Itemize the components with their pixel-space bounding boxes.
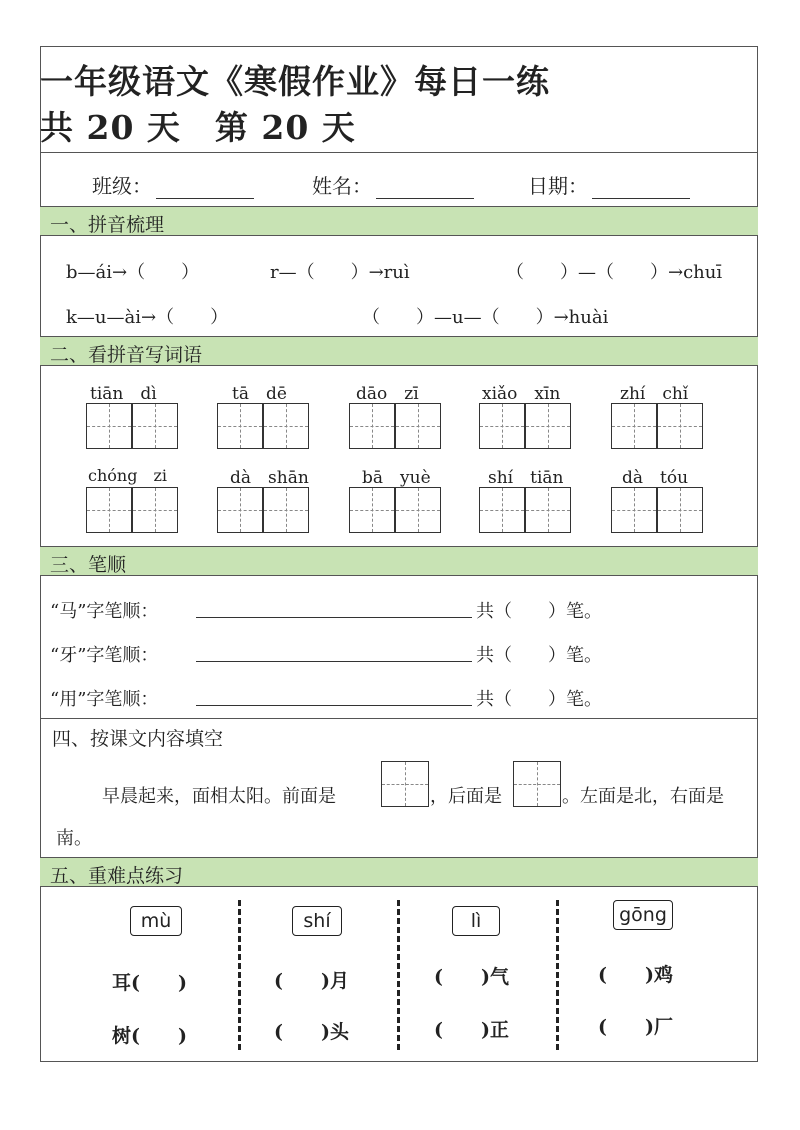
name-label: 姓名： xyxy=(312,174,372,198)
pinyin-box: lì xyxy=(452,906,500,936)
word-pinyin: zhí chǐ xyxy=(620,384,689,404)
practice-item: ( )月 xyxy=(274,970,349,992)
date-field[interactable] xyxy=(528,170,690,199)
pinyin-row2-a: k—u—ài→（ ） xyxy=(66,307,229,328)
writing-grid[interactable] xyxy=(86,403,180,449)
page-subtitle: 共 20 天 第 20 天 xyxy=(40,108,356,147)
stroke-answer-line[interactable] xyxy=(196,661,472,662)
section-3-header xyxy=(40,546,758,576)
column-divider xyxy=(238,900,241,1050)
stroke-count: 共（ ）笔。 xyxy=(476,689,602,710)
section-4-divider xyxy=(40,718,758,719)
word-pinyin: bā yuè xyxy=(362,468,431,488)
stroke-label: “马”字笔顺： xyxy=(50,601,159,622)
page-title: 一年级语文《寒假作业》每日一练 xyxy=(40,62,550,101)
word-pinyin: tā dē xyxy=(232,384,287,404)
date-label: 日期： xyxy=(528,174,588,198)
word-pinyin: dà shān xyxy=(230,468,309,488)
writing-grid[interactable] xyxy=(349,487,443,533)
fill-box-back[interactable] xyxy=(513,761,561,807)
writing-grid[interactable] xyxy=(217,403,311,449)
stroke-answer-line[interactable] xyxy=(196,705,472,706)
practice-item: ( )正 xyxy=(434,1019,509,1041)
date-blank[interactable] xyxy=(592,180,690,199)
fill-text-part3: 。左面是北，右面是 xyxy=(562,786,724,807)
stroke-answer-line[interactable] xyxy=(196,617,472,618)
fill-box-front[interactable] xyxy=(381,761,429,807)
section-2-header xyxy=(40,336,758,366)
pinyin-box: gōng xyxy=(613,900,673,930)
section-4-title: 四、按课文内容填空 xyxy=(52,728,224,750)
stroke-label: “牙”字笔顺： xyxy=(50,645,159,666)
info-row xyxy=(40,152,758,206)
fill-text-part2: ，后面是 xyxy=(430,786,502,807)
name-field[interactable] xyxy=(312,170,474,199)
class-field[interactable] xyxy=(92,170,254,199)
practice-item: ( )头 xyxy=(274,1021,349,1043)
pinyin-row1-a: b—ái→（ ） xyxy=(66,262,200,283)
writing-grid[interactable] xyxy=(86,487,180,533)
section-5-title: 五、重难点练习 xyxy=(50,865,184,887)
fill-text-part4: 南。 xyxy=(56,828,92,849)
practice-item: ( )气 xyxy=(434,966,509,988)
pinyin-row1-c: （ ）—（ ）→chuī xyxy=(506,262,723,283)
fill-text-part1: 早晨起来，面相太阳。前面是 xyxy=(102,786,336,807)
section-3-title: 三、笔顺 xyxy=(50,554,127,576)
section-1-title: 一、拼音梳理 xyxy=(50,214,165,236)
column-divider xyxy=(556,900,559,1050)
title-block xyxy=(40,46,758,153)
stroke-count: 共（ ）笔。 xyxy=(476,645,602,666)
pinyin-box: shí xyxy=(292,906,342,936)
writing-grid[interactable] xyxy=(349,403,443,449)
practice-item: ( )厂 xyxy=(598,1016,673,1038)
writing-grid[interactable] xyxy=(611,403,705,449)
pinyin-box: mù xyxy=(130,906,182,936)
class-label: 班级： xyxy=(92,174,152,198)
stroke-count: 共（ ）笔。 xyxy=(476,601,602,622)
pinyin-row2-b: （ ）—u—（ ）→huài xyxy=(362,307,609,328)
section-1-header xyxy=(40,206,758,236)
word-pinyin: chóng zi xyxy=(88,466,167,485)
word-pinyin: xiǎo xīn xyxy=(482,384,561,404)
name-blank[interactable] xyxy=(376,180,474,199)
writing-grid[interactable] xyxy=(479,487,573,533)
word-pinyin: dà tóu xyxy=(622,468,689,488)
class-blank[interactable] xyxy=(156,180,254,199)
word-pinyin: tiān dì xyxy=(90,384,157,404)
pinyin-row1-b: r—（ ）→ruì xyxy=(270,262,410,283)
practice-item: ( )鸡 xyxy=(598,964,673,986)
stroke-label: “用”字笔顺： xyxy=(50,689,159,710)
practice-item: 树( ) xyxy=(112,1025,187,1047)
column-divider xyxy=(397,900,400,1050)
writing-grid[interactable] xyxy=(479,403,573,449)
section-5-header xyxy=(40,857,758,887)
writing-grid[interactable] xyxy=(611,487,705,533)
practice-item: 耳( ) xyxy=(112,972,187,994)
word-pinyin: shí tiān xyxy=(488,468,564,488)
section-2-title: 二、看拼音写词语 xyxy=(50,344,203,366)
writing-grid[interactable] xyxy=(217,487,311,533)
word-pinyin: dāo zī xyxy=(356,384,419,404)
